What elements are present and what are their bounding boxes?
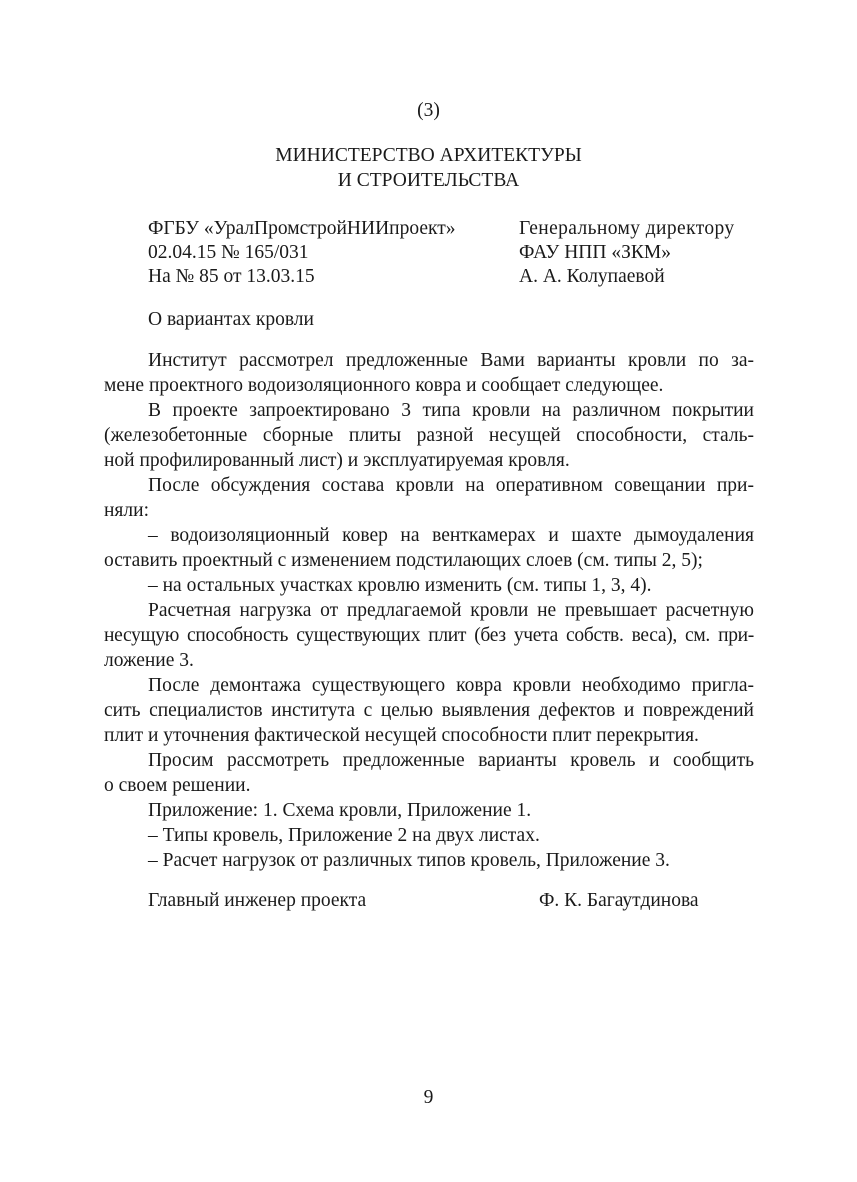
recipient-name: А. А. Колупаевой xyxy=(519,266,665,287)
body-line: Просим рассмотреть предложенные варианты кровель и сообщить xyxy=(148,750,754,771)
attachment-line: Приложение: 1. Схема кровли, Приложение 1. xyxy=(148,800,532,821)
body-line: (железобетонные сборные плиты разной несущей способности, сталь- xyxy=(104,425,754,446)
body-line: ложение 3. xyxy=(104,650,194,671)
recipient-org: ФАУ НПП «ЗКМ» xyxy=(519,242,671,263)
document-number: (3) xyxy=(417,100,440,121)
body-line: После обсуждения состава кровли на оперативном совещании при- xyxy=(148,475,754,496)
body-line: – водоизоляционный ковер на венткамерах и шахте дымоудаления xyxy=(148,525,754,546)
body-line: няли: xyxy=(104,500,149,521)
sender-reference: На № 85 от 13.03.15 xyxy=(148,266,315,287)
signature-position: Главный инженер проекта xyxy=(148,890,367,911)
body-line: несущую способность существующих плит (без учета собств. веса), см. при- xyxy=(104,625,754,646)
subject-line: О вариантах кровли xyxy=(148,309,314,330)
body-line: – на остальных участках кровлю изменить (см. типы 1, 3, 4). xyxy=(148,575,652,596)
body-line: плит и уточнения фактической несущей способности плит перекрытия. xyxy=(104,725,699,746)
sender-date-number: 02.04.15 № 165/031 xyxy=(148,242,309,263)
attachment-line: – Типы кровель, Приложение 2 на двух листах. xyxy=(148,825,540,846)
body-line: Институт рассмотрел предложенные Вами варианты кровли по за- xyxy=(148,350,754,371)
recipient-title: Генеральному директору xyxy=(519,218,735,239)
ministry-line-1: МИНИСТЕРСТВО АРХИТЕКТУРЫ xyxy=(275,145,582,166)
attachment-line: – Расчет нагрузок от различных типов кровель, Приложение 3. xyxy=(148,850,670,871)
body-line: сить специалистов института с целью выявления дефектов и повреждений xyxy=(104,700,754,721)
page-number: 9 xyxy=(423,1087,434,1108)
sender-org: ФГБУ «УралПромстройНИИпроект» xyxy=(148,218,456,239)
body-line: После демонтажа существующего ковра кровли необходимо пригла- xyxy=(148,675,754,696)
ministry-line-2: И СТРОИТЕЛЬСТВА xyxy=(337,170,520,191)
signature-name: Ф. К. Багаутдинова xyxy=(539,890,699,911)
body-line: о своем решении. xyxy=(104,775,251,796)
body-line: оставить проектный с изменением подстилающих слоев (см. типы 2, 5); xyxy=(104,550,703,571)
body-line: В проекте запроектировано 3 типа кровли на различном покрытии xyxy=(148,400,754,421)
body-line: мене проектного водоизоляционного ковра и сообщает следующее. xyxy=(104,375,664,396)
body-line: ной профилированный лист) и эксплуатируемая кровля. xyxy=(104,450,570,471)
body-line: Расчетная нагрузка от предлагаемой кровли не превышает расчетную xyxy=(148,600,754,621)
letter-body xyxy=(104,348,754,873)
